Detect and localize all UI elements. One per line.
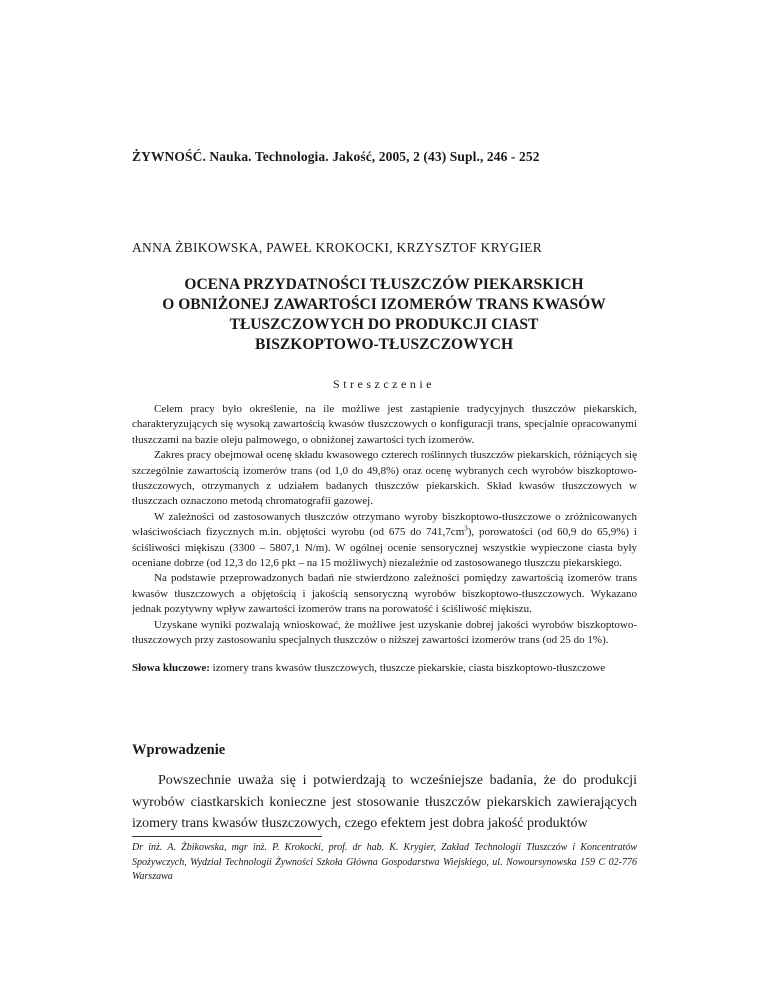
title-line: BISZKOPTOWO-TŁUSZCZOWYCH [254, 336, 514, 353]
abstract-text: W zależności od zastosowanych tłuszczów otrzymano wyroby biszkoptowo-tłuszczowe o zróżnicowanych właściwościach fizycznych m.in. objętości wyrobu (od 675 do 741,7cm [132, 510, 637, 539]
intro-body [132, 770, 637, 835]
abstract-paragraph: Na podstawie przeprowadzonych badań nie stwierdzono zależności pomiędzy zawartością izomerów trans kwasów tłuszczowych a objętością i jakością sensoryczną wyrobów biszkoptowo-tłuszczowych. Wykazano jednak pozytywny wpływ zawartości izomerów trans na porowatość i ściśliwość miękiszu. [132, 572, 637, 616]
intro-paragraph: Powszechnie uważa się i potwierdzają to wcześniejsze badania, że do produkcji wyrobów ciastkarskich konieczne jest stosowanie tłuszczów piekarskich zawierających izomery trans kwasów tłuszczowych, czego efektem jest dobra jakość produktów [132, 773, 637, 831]
keywords-text: izomery trans kwasów tłuszczowych, tłuszcze piekarskie, ciasta biszkoptowo-tłuszczowe [212, 662, 606, 674]
authors: ANNA ŻBIKOWSKA, PAWEŁ KROKOCKI, KRZYSZTOF KRYGIER [132, 240, 543, 255]
abstract [132, 402, 637, 649]
title-line: TŁUSZCZOWYCH DO PRODUKCJI CIAST [229, 316, 539, 333]
paper-title [120, 275, 648, 355]
footnote-divider [132, 836, 322, 837]
title-line: OCENA PRZYDATNOŚCI TŁUSZCZÓW PIEKARSKICH [184, 276, 584, 293]
abstract-paragraph [132, 510, 637, 572]
superscript: 3 [464, 524, 468, 533]
abstract-paragraph: Celem pracy było określenie, na ile możliwe jest zastąpienie tradycyjnych tłuszczów piekarskich, charakteryzujących się wysoką zawartością kwasów tłuszczowych o konfiguracji trans, specjalnie opracowanymi tłuszczami na bazie oleju palmowego, o obniżonej zawartości tych izomerów. [132, 403, 637, 446]
journal-header: ŻYWNOŚĆ. Nauka. Technologia. Jakość, 2005, 2 (43) Supl., 246 - 252 [132, 149, 540, 164]
abstract-paragraph: Uzyskane wyniki pozwalają wnioskować, że możliwe jest uzyskanie dobrej jakości wyrobów biszkoptowo-tłuszczowych przy zastosowaniu specjalnych tłuszczów o niższej zawartości izomerów trans (od 25 do 1%). [132, 618, 637, 647]
abstract-paragraph: Zakres pracy obejmował ocenę składu kwasowego czterech roślinnych tłuszczów piekarskich, różniących się szczególnie zawartością izomerów trans (od 1,0 do 49,8%) oraz ocenę wybranych cech wyrobów biszkoptowo-tłuszczowych, otrzymanych z udziałem badanych tłuszczów piekarskich. Skład kwasów tłuszczowych w tłuszczach oznaczono metodą chromatografii gazowej. [132, 449, 637, 508]
keywords-label: Słowa kluczowe: [132, 662, 210, 674]
abstract-heading: Streszczenie [333, 377, 435, 391]
section-heading: Wprowadzenie [132, 742, 226, 758]
abstract-text: ), porowatości (od 60,9 do 65,9%) i ściśliwości miękiszu (3300 – 5807,1 N/m). W ogólnej ocenie sensorycznej wszystkie wypieczone ciasta były oceniane dobrze (od 12,3 do 12,6 pkt – na 15 możliwych) niezależnie od zastosowanego tłuszczu piekarskiego. [132, 526, 637, 570]
keywords [132, 661, 637, 676]
title-line: O OBNIŻONEJ ZAWARTOŚCI IZOMERÓW TRANS KWASÓW [162, 296, 606, 313]
footnote: Dr inż. A. Żbikowska, mgr inż. P. Krokocki, prof. dr hab. K. Krygier, Zakład Technologii Tłuszczów i Koncentratów Spożywczych, Wydział Technologii Żywności Szkoła Główna Gospodarstwa Wiejskiego, ul. Nowoursynowska 159 C 02-776 Warszawa [132, 842, 637, 883]
